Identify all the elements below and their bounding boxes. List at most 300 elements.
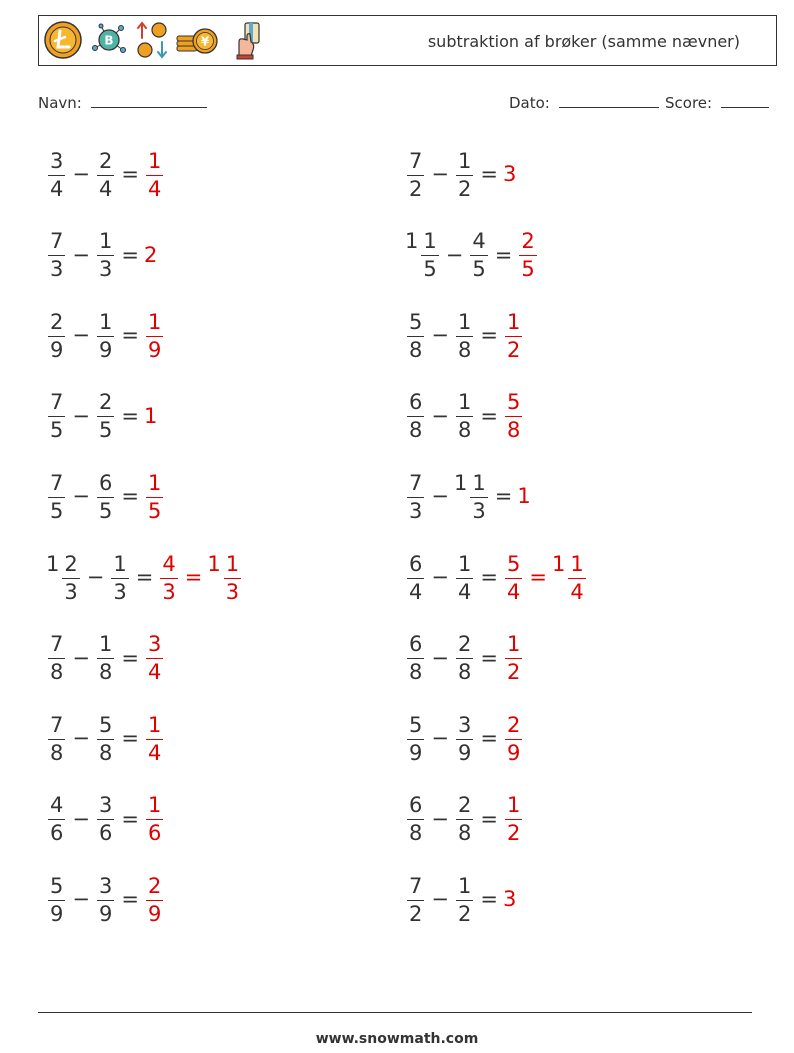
answer-fraction <box>160 551 177 604</box>
minuend-numerator: 7 <box>409 470 423 495</box>
answer-number <box>144 149 165 200</box>
subtrahend-numerator: 1 <box>457 148 472 173</box>
answer-denominator: 4 <box>147 740 162 765</box>
equals-sign: = <box>121 484 139 509</box>
minuend-number <box>405 713 426 764</box>
subtrahend-denominator: 8 <box>457 821 472 846</box>
subtrahend-number <box>95 471 116 522</box>
subtrahend-fraction <box>97 392 114 441</box>
score-field-row <box>665 93 769 112</box>
subtrahend-denominator: 9 <box>98 337 113 362</box>
answer-equals-sign: = <box>184 565 203 589</box>
answer-whole: 3 <box>502 887 517 912</box>
minuend-denominator: 8 <box>409 418 423 443</box>
minuend-denominator: 9 <box>50 901 64 926</box>
subtrahend-fraction <box>97 309 114 362</box>
subtrahend-fraction <box>111 551 128 604</box>
subtrahend-fraction <box>456 873 473 926</box>
minus-sign: − <box>72 484 90 509</box>
answer-number <box>503 887 517 911</box>
hand-card-icon <box>235 20 263 64</box>
subtrahend-number <box>95 632 116 683</box>
minus-sign: − <box>431 403 449 428</box>
answer-denominator: 3 <box>162 579 176 604</box>
answer-number <box>144 793 165 844</box>
answer-number <box>144 310 165 361</box>
answer-numerator: 2 <box>147 873 162 898</box>
minuend-whole: 1 <box>405 229 419 254</box>
answer <box>144 471 165 522</box>
minuend-denominator: 5 <box>423 257 437 282</box>
subtrahend-numerator: 1 <box>98 632 113 657</box>
problem-item <box>46 388 158 444</box>
subtrahend-number <box>95 874 116 925</box>
minus-sign: − <box>72 403 90 428</box>
subtrahend-denominator: 2 <box>457 901 472 926</box>
answer-number <box>144 713 165 764</box>
minuend-number <box>46 632 67 683</box>
answer-number <box>503 632 524 683</box>
minuend-fraction <box>407 873 424 926</box>
minus-sign: − <box>445 242 464 267</box>
subtrahend-fraction <box>456 392 473 441</box>
minuend-fraction <box>48 309 65 362</box>
page-title: subtraktion af brøker (samme nævner) <box>427 32 740 51</box>
answer <box>158 552 243 603</box>
minuend-denominator: 3 <box>64 579 78 604</box>
answer-number <box>503 793 524 844</box>
yen-coin-stack-icon <box>175 20 219 64</box>
answer-number <box>144 874 165 925</box>
subtrahend-numerator: 5 <box>98 712 113 737</box>
subtrahend-denominator: 5 <box>98 498 113 523</box>
minuend-numerator: 2 <box>50 309 64 334</box>
minuend-numerator: 3 <box>50 148 64 173</box>
answer-fraction <box>505 795 522 844</box>
problem-item <box>46 630 165 686</box>
answer-numerator: 1 <box>506 793 521 818</box>
problem-item <box>405 549 588 605</box>
answer-numerator: 1 <box>225 551 240 576</box>
answer-fraction <box>505 634 522 683</box>
minus-sign: − <box>72 323 90 348</box>
subtrahend-fraction <box>456 712 473 765</box>
equals-sign: = <box>480 726 498 751</box>
subtrahend-numerator: 1 <box>98 229 113 254</box>
answer-fraction <box>146 309 163 362</box>
header-icons <box>43 22 263 62</box>
score-label: Score: <box>665 94 713 112</box>
answer-numerator: 5 <box>506 551 521 576</box>
currency-exchange-icon <box>135 20 169 64</box>
subtrahend-number <box>454 390 475 441</box>
answer-whole: 3 <box>502 162 517 186</box>
equals-sign: = <box>121 403 139 428</box>
answer <box>503 390 524 441</box>
minuend-denominator: 9 <box>409 740 423 765</box>
minus-sign: − <box>72 242 90 267</box>
answer-numerator: 2 <box>506 712 521 737</box>
subtrahend-number <box>454 471 490 522</box>
minuend-number <box>405 390 426 441</box>
minuend-numerator: 6 <box>409 793 423 818</box>
subtrahend-numerator: 6 <box>98 470 113 495</box>
subtrahend-denominator: 3 <box>98 257 113 282</box>
minuend-fraction <box>48 873 65 926</box>
subtrahend-number <box>454 632 475 683</box>
answer-whole: 1 <box>551 551 566 576</box>
minuend-number <box>46 713 67 764</box>
minuend-whole: 1 <box>46 551 60 576</box>
answer-fraction <box>224 551 241 604</box>
minus-sign: − <box>431 323 449 348</box>
subtrahend-numerator: 1 <box>457 873 472 898</box>
minuend-number <box>46 310 67 361</box>
svg-text:¥: ¥ <box>200 34 210 49</box>
subtrahend-denominator: 4 <box>457 579 472 604</box>
subtrahend-denominator: 4 <box>98 176 113 201</box>
svg-text:B: B <box>104 33 114 48</box>
answer-numerator: 1 <box>147 712 162 737</box>
subtrahend-fraction <box>97 634 114 683</box>
date-label: Dato: <box>509 94 550 112</box>
minus-sign: − <box>72 726 90 751</box>
answer-number <box>503 162 517 186</box>
minuend-fraction <box>407 392 424 441</box>
answer-fraction <box>146 634 163 683</box>
subtrahend-numerator: 3 <box>98 793 113 818</box>
minuend-numerator: 4 <box>50 793 64 818</box>
problem-item <box>405 468 532 524</box>
subtrahend-fraction <box>97 795 114 844</box>
problem-item <box>46 307 165 363</box>
minuend-fraction <box>48 712 65 765</box>
answer-equals-sign: = <box>529 565 547 589</box>
problem-item <box>46 146 165 202</box>
subtrahend-numerator: 1 <box>98 309 113 334</box>
answer-denominator: 3 <box>225 579 240 604</box>
minuend-denominator: 3 <box>50 257 64 282</box>
answer-number <box>503 310 524 361</box>
answer-number <box>503 552 524 603</box>
minuend-fraction <box>48 231 65 280</box>
subtrahend-fraction <box>97 873 114 926</box>
answer-numerator: 1 <box>506 632 521 657</box>
minuend-denominator: 5 <box>50 498 64 523</box>
minuend-numerator: 6 <box>409 390 423 415</box>
subtrahend-number <box>454 310 475 361</box>
answer-fraction <box>146 470 163 523</box>
minuend-number <box>46 149 67 200</box>
answer <box>517 229 538 280</box>
answer <box>144 310 165 361</box>
subtrahend-numerator: 1 <box>457 309 472 334</box>
answer <box>144 243 158 267</box>
subtrahend-number <box>95 713 116 764</box>
answer <box>503 887 517 911</box>
equals-sign: = <box>480 323 498 348</box>
problem-item <box>405 630 524 686</box>
problem-item <box>405 388 524 444</box>
answer-denominator: 4 <box>147 660 162 685</box>
answer <box>503 310 524 361</box>
subtrahend-fraction <box>456 795 473 844</box>
answer-numerator: 4 <box>162 551 176 576</box>
subtrahend-numerator: 4 <box>472 229 486 254</box>
subtrahend-fraction <box>97 148 114 201</box>
answer-numerator: 1 <box>147 793 162 818</box>
answer-number <box>144 632 165 683</box>
answer-denominator: 2 <box>506 660 521 685</box>
answer-number <box>517 229 538 280</box>
subtrahend-number <box>454 793 475 844</box>
minuend-fraction <box>407 470 424 523</box>
minuend-numerator: 7 <box>409 873 423 898</box>
minuend-denominator: 6 <box>50 821 64 846</box>
minus-sign: − <box>431 162 449 186</box>
answer-number <box>503 390 524 441</box>
minuend-numerator: 6 <box>409 551 423 576</box>
minus-sign: − <box>431 887 449 912</box>
minuend-number <box>405 471 426 522</box>
subtrahend-fraction <box>470 231 487 280</box>
subtrahend-number <box>95 793 116 844</box>
minuend-number <box>46 229 67 280</box>
subtrahend-numerator: 3 <box>457 712 472 737</box>
minuend-denominator: 3 <box>409 498 423 523</box>
answer <box>144 404 158 428</box>
subtrahend-numerator: 1 <box>457 551 472 576</box>
answer-numerator: 1 <box>506 309 521 334</box>
minuend-number <box>46 793 67 844</box>
minuend-denominator: 8 <box>50 660 64 685</box>
answer-whole: 1 <box>517 484 531 509</box>
answer-denominator: 8 <box>506 418 521 443</box>
answer-fraction <box>505 551 522 604</box>
answer <box>144 874 165 925</box>
minus-sign: − <box>72 162 90 186</box>
minuend-numerator: 7 <box>50 470 64 495</box>
problem-item <box>46 871 165 927</box>
minuend-denominator: 8 <box>409 821 423 846</box>
answer-numerator: 1 <box>147 309 162 334</box>
answer-number <box>158 552 179 603</box>
subtrahend-number <box>95 149 116 200</box>
minuend-number <box>405 874 426 925</box>
subtrahend-fraction <box>97 231 114 280</box>
answer-denominator: 2 <box>506 337 521 362</box>
minuend-fraction <box>407 795 424 844</box>
minuend-number <box>405 149 426 200</box>
equals-sign: = <box>121 645 139 670</box>
minuend-numerator: 7 <box>50 229 64 254</box>
subtrahend-number <box>95 310 116 361</box>
problem-item <box>405 227 539 283</box>
problem-item <box>405 307 524 363</box>
minuend-number <box>405 310 426 361</box>
answer-denominator: 4 <box>506 579 521 604</box>
answer-fraction <box>146 148 163 201</box>
date-blank[interactable] <box>559 93 659 108</box>
answer <box>144 793 165 844</box>
answer-numerator: 1 <box>570 551 584 576</box>
answer-fraction <box>146 873 163 926</box>
answer-denominator: 4 <box>147 176 162 201</box>
header-box <box>38 15 777 66</box>
minuend-number <box>46 471 67 522</box>
answer <box>503 713 524 764</box>
answer-denominator: 4 <box>570 579 584 604</box>
minuend-denominator: 4 <box>409 579 423 604</box>
minuend-fraction <box>421 231 438 280</box>
answer-whole: 1 <box>143 403 158 428</box>
score-blank[interactable] <box>721 93 769 108</box>
minuend-fraction <box>407 551 424 604</box>
equals-sign: = <box>494 242 513 267</box>
subtrahend-numerator: 2 <box>457 632 472 657</box>
minuend-numerator: 5 <box>409 309 423 334</box>
answer-denominator: 2 <box>506 821 521 846</box>
subtrahend-numerator: 3 <box>98 873 113 898</box>
answer-numerator: 2 <box>521 229 535 254</box>
subtrahend-denominator: 5 <box>98 418 113 443</box>
answer-number <box>144 243 158 267</box>
minuend-numerator: 7 <box>50 712 64 737</box>
minuend-fraction <box>48 148 65 201</box>
minuend-number <box>46 390 67 441</box>
problem-item <box>405 146 517 202</box>
equals-sign: = <box>121 242 139 267</box>
problem-item <box>46 227 158 283</box>
subtrahend-numerator: 2 <box>98 148 113 173</box>
minuend-denominator: 2 <box>409 176 423 201</box>
subtrahend-number <box>454 149 475 200</box>
bitcoin-network-icon <box>89 20 129 64</box>
minuend-number <box>405 632 426 683</box>
minuend-fraction <box>62 551 79 604</box>
subtrahend-denominator: 2 <box>457 176 472 201</box>
answer <box>144 149 165 200</box>
minus-sign: − <box>431 484 449 509</box>
subtrahend-denominator: 8 <box>457 660 472 685</box>
minuend-numerator: 2 <box>64 551 78 576</box>
answer-fraction <box>505 309 522 362</box>
problem-item <box>46 791 165 847</box>
answer-fraction <box>146 712 163 765</box>
answer-denominator: 9 <box>147 337 162 362</box>
minuend-fraction <box>407 148 424 201</box>
minuend-fraction <box>407 634 424 683</box>
subtrahend-fraction <box>97 470 114 523</box>
answer-number <box>144 404 158 428</box>
subtrahend-fraction <box>470 470 487 523</box>
equals-sign: = <box>121 323 139 348</box>
minuend-denominator: 4 <box>50 176 64 201</box>
minuend-denominator: 5 <box>50 418 64 443</box>
subtrahend-denominator: 8 <box>457 337 472 362</box>
minus-sign: − <box>72 806 90 831</box>
answer-number <box>207 552 243 603</box>
answer-fraction <box>505 712 522 765</box>
subtrahend-fraction <box>456 309 473 362</box>
subtrahend-number <box>95 229 116 280</box>
equals-sign: = <box>121 806 139 831</box>
equals-sign: = <box>480 403 498 428</box>
subtrahend-denominator: 8 <box>98 740 113 765</box>
equals-sign: = <box>121 726 139 751</box>
equals-sign: = <box>494 484 513 509</box>
minuend-fraction <box>48 634 65 683</box>
problem-item <box>46 549 243 605</box>
name-blank[interactable] <box>91 93 207 108</box>
minus-sign: − <box>72 887 90 912</box>
minuend-denominator: 8 <box>409 337 423 362</box>
answer <box>503 793 524 844</box>
answer-denominator: 5 <box>147 498 162 523</box>
problem-item <box>405 871 517 927</box>
minuend-numerator: 5 <box>409 712 423 737</box>
subtrahend-whole: 1 <box>453 470 468 495</box>
subtrahend-numerator: 2 <box>98 390 113 415</box>
minus-sign: − <box>431 806 449 831</box>
answer <box>517 484 531 508</box>
minuend-numerator: 1 <box>423 229 437 254</box>
answer-whole: 1 <box>207 551 221 576</box>
name-label: Navn: <box>38 94 82 112</box>
minus-sign: − <box>86 565 105 589</box>
subtrahend-denominator: 9 <box>98 901 113 926</box>
answer-fraction <box>568 551 585 604</box>
subtrahend-denominator: 8 <box>457 418 472 443</box>
minuend-denominator: 8 <box>409 660 423 685</box>
minuend-numerator: 7 <box>50 632 64 657</box>
answer <box>503 162 517 186</box>
answer-fraction <box>505 392 522 441</box>
answer-number <box>552 552 588 603</box>
subtrahend-number <box>454 552 475 603</box>
minuend-numerator: 6 <box>409 632 423 657</box>
subtrahend-fraction <box>456 551 473 604</box>
minuend-number <box>405 229 441 280</box>
minuend-numerator: 7 <box>50 390 64 415</box>
subtrahend-numerator: 2 <box>457 793 472 818</box>
subtrahend-number <box>95 390 116 441</box>
equals-sign: = <box>121 887 139 912</box>
footer-url: www.snowmath.com <box>315 1031 479 1047</box>
answer-numerator: 1 <box>147 470 162 495</box>
minuend-denominator: 8 <box>50 740 64 765</box>
problem-item <box>405 791 524 847</box>
answer-numerator: 1 <box>147 148 162 173</box>
subtrahend-number <box>454 713 475 764</box>
subtrahend-fraction <box>456 634 473 683</box>
equals-sign: = <box>135 565 154 589</box>
equals-sign: = <box>121 162 139 186</box>
minuend-numerator: 5 <box>50 873 64 898</box>
problem-item <box>46 710 165 766</box>
minus-sign: − <box>431 645 449 670</box>
minuend-number <box>405 793 426 844</box>
equals-sign: = <box>480 887 498 912</box>
subtrahend-fraction <box>456 148 473 201</box>
answer <box>144 713 165 764</box>
answer-numerator: 5 <box>506 390 521 415</box>
footer-divider <box>38 1012 752 1013</box>
minuend-numerator: 7 <box>409 148 423 173</box>
answer-denominator: 5 <box>521 257 535 282</box>
answer-fraction <box>519 231 536 280</box>
minus-sign: − <box>431 565 449 589</box>
